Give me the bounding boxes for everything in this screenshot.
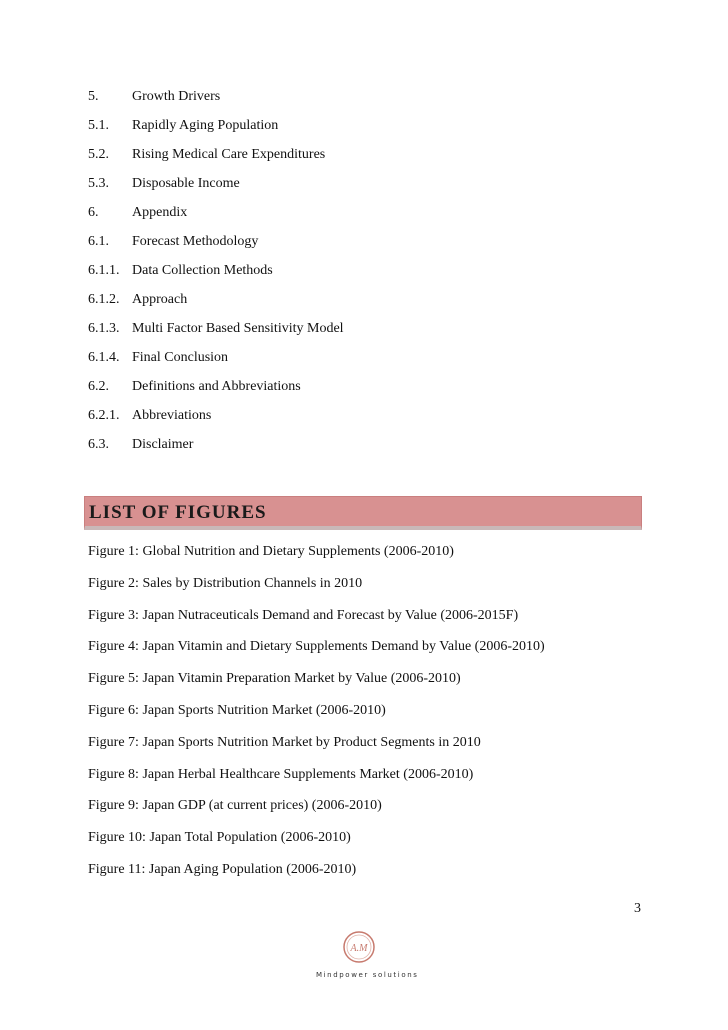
toc-number: 6.1.2.: [88, 292, 120, 307]
company-logo: [342, 930, 376, 964]
toc-row: [88, 232, 648, 261]
list-of-figures-heading-band: [84, 496, 642, 530]
toc-row: [88, 116, 648, 145]
toc-row: [88, 87, 648, 116]
toc-number: 6.: [88, 205, 99, 220]
toc-number: 5.3.: [88, 176, 109, 191]
toc-title: Multi Factor Based Sensitivity Model: [132, 321, 344, 336]
toc-title: Disposable Income: [132, 176, 240, 191]
toc-title: Data Collection Methods: [132, 263, 273, 278]
toc-title: Rapidly Aging Population: [132, 118, 279, 133]
toc-number: 6.1.4.: [88, 350, 120, 365]
toc-title: Final Conclusion: [132, 350, 229, 365]
figure-entry: Figure 4: Japan Vitamin and Dietary Supplements Demand by Value (2006-2010): [88, 639, 545, 655]
toc-number: 6.1.3.: [88, 321, 120, 336]
toc-row: [88, 290, 648, 319]
toc-row: [88, 174, 648, 203]
figure-entry: Figure 3: Japan Nutraceuticals Demand and Forecast by Value (2006-2015F): [88, 607, 519, 623]
toc-number: 6.1.1.: [88, 263, 120, 278]
toc-title: Disclaimer: [132, 437, 194, 452]
toc-number: 6.1.: [88, 234, 109, 249]
toc-title: Approach: [132, 292, 188, 307]
page-number: 3: [634, 901, 641, 916]
toc-title: Abbreviations: [132, 408, 212, 423]
toc-row: [88, 348, 648, 377]
table-of-contents: [88, 87, 648, 464]
toc-row: [88, 145, 648, 174]
toc-row: [88, 377, 648, 406]
toc-row: [88, 203, 648, 232]
toc-title: Appendix: [132, 205, 188, 220]
toc-row: [88, 261, 648, 290]
toc-row: [88, 406, 648, 435]
list-of-figures-heading: LIST OF FIGURES: [89, 502, 267, 523]
figure-entry: Figure 10: Japan Total Population (2006-2010): [88, 830, 351, 846]
figure-entry: Figure 8: Japan Herbal Healthcare Supplements Market (2006-2010): [88, 766, 474, 782]
toc-number: 5.1.: [88, 118, 109, 133]
toc-row: [88, 435, 648, 464]
figure-entry: Figure 5: Japan Vitamin Preparation Market by Value (2006-2010): [88, 671, 461, 687]
toc-title: Forecast Methodology: [132, 234, 259, 249]
toc-title: Growth Drivers: [132, 89, 221, 104]
toc-title: Rising Medical Care Expenditures: [132, 147, 326, 162]
logo-monogram: A.M: [350, 943, 368, 954]
toc-title: Definitions and Abbreviations: [132, 379, 301, 394]
figure-entry: Figure 9: Japan GDP (at current prices) (2006-2010): [88, 798, 382, 814]
company-tagline: Mindpower solutions: [316, 971, 419, 979]
figure-entry: Figure 1: Global Nutrition and Dietary Supplements (2006-2010): [88, 544, 454, 559]
toc-number: 6.2.1.: [88, 408, 120, 423]
toc-number: 5.2.: [88, 147, 109, 162]
figure-entry: Figure 7: Japan Sports Nutrition Market by Product Segments in 2010: [88, 734, 481, 750]
figure-entry: Figure 6: Japan Sports Nutrition Market (2006-2010): [88, 702, 386, 718]
list-of-figures: [88, 542, 668, 892]
toc-number: 6.2.: [88, 379, 109, 394]
toc-number: 5.: [88, 89, 99, 104]
toc-row: [88, 319, 648, 348]
figure-entry: Figure 11: Japan Aging Population (2006-2010): [88, 861, 357, 877]
toc-number: 6.3.: [88, 437, 109, 452]
figure-entry: Figure 2: Sales by Distribution Channels in 2010: [88, 575, 363, 591]
